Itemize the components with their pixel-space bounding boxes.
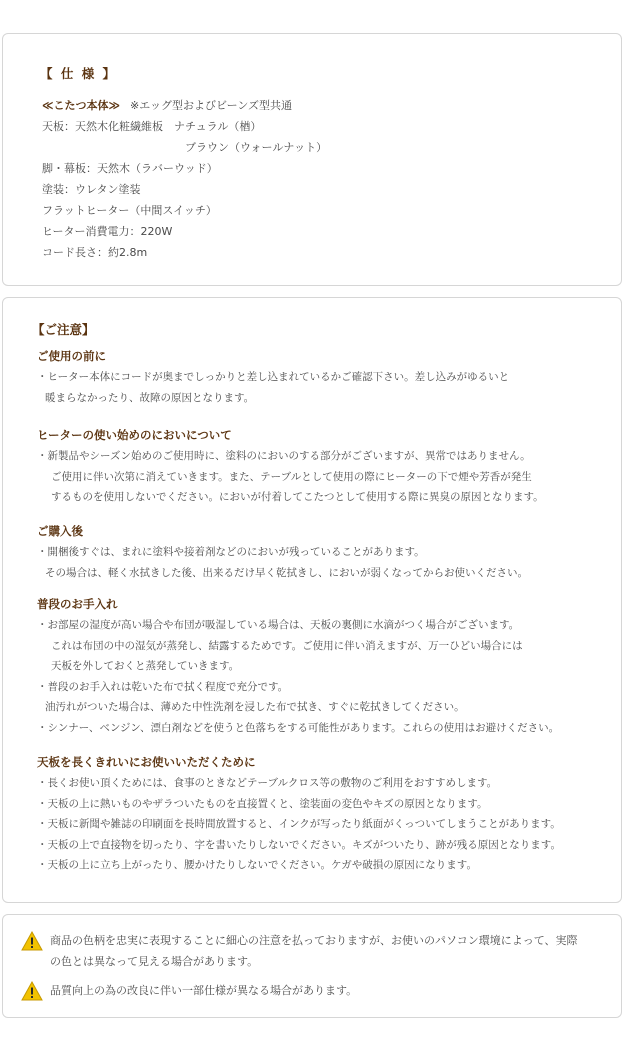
section-heading: ご購入後 [37,524,83,538]
notice-section-before-use [37,345,509,408]
section-line: 油汚れがついた場合は、薄めた中性洗剤を浸した布で拭き、すぐに乾拭きしてください。 [45,701,465,713]
section-heading: 普段のお手入れ [37,597,118,611]
section-line: 天板を外しておくと蒸発していきます。 [51,660,240,672]
notice-section-daily-care [37,593,559,738]
section-line: ・開梱後すぐは、まれに塗料や接着剤などのにおいが残っていることがあります。 [37,546,425,558]
notice-section-after-purchase [37,520,528,583]
notice-section-heater-odor [37,424,544,508]
notice-panel [2,297,622,903]
disclaimer-item [21,930,578,972]
spec-list [42,95,327,263]
section-line: ・普段のお手入れは乾いた布で拭く程度で充分です。 [37,680,289,693]
spec-panel [2,33,622,286]
spec-line [42,95,327,116]
spec-line: ヒーター消費電力：220W [42,225,173,238]
spec-line: コード長さ：約2.8m [42,246,148,259]
spec-line: フラットヒーター（中間スイッチ） [42,204,217,217]
spec-line: 脚・幕板：天然木（ラバーウッド） [42,162,218,175]
section-line: ・ヒーター本体にコードが奥までしっかりと差し込まれているかご確認下さい。差し込みがゆるいと [37,371,510,383]
section-line: ご使用に伴い次第に消えていきます。また、テーブルとして使用の際にヒーターの下で煙や芳香が発生 [51,470,532,483]
section-heading: 天板を長くきれいにお使いいただくために [37,755,256,769]
notice-section-tabletop-care [37,751,561,876]
disclaimer-text: 品質向上の為の改良に伴い一部仕様が異なる場合があります。 [50,984,358,997]
section-line: ・お部屋の湿度が高い場合や布団が吸湿している場合は、天板の裏側に水滴がつく場合がございます。 [37,619,520,631]
section-line: ・長くお使い頂くためには、食事のときなどテーブルクロス等の敷物のご利用をおすすめします。 [37,777,498,789]
section-line: これは布団の中の湿気が蒸発し、結露するためです。ご使用に伴い消えますが、万一ひどい場合には [51,639,523,652]
disclaimer-item [21,980,357,1001]
warning-triangle-icon [21,981,43,1001]
section-line: ・天板の上で直接物を切ったり、字を書いたりしないでください。キズがついたり、跡が残る原因となります。 [37,838,561,851]
warning-triangle-icon [21,931,43,951]
section-line: 暖まらなかったり、故障の原因となります。 [45,391,255,404]
spec-line: 天板：天然木化粧繊維板 ナチュラル（楢） [42,120,262,133]
disclaimer-text: の色とは異なって見える場合があります。 [50,955,259,968]
section-line: ・天板に新聞や雑誌の印刷面を長時間放置すると、インクが写ったり紙面がくっついてしまうことがあります。 [37,818,561,830]
section-line: するものを使用しないでください。においが付着してこたつとして使用する際に異臭の原因となります。 [51,491,544,503]
section-line: ・天板の上に熱いものやザラついたものを直接置くと、塗装面の変色やキズの原因となります。 [37,797,488,810]
spec-title: 【 仕 様 】 [40,66,118,81]
section-line: その場合は、軽く水拭きした後、出来るだけ早く乾拭きし、においが弱くなってからお使いください。 [45,566,528,579]
section-line: ・新製品やシーズン始めのご使用時に、塗料のにおいのする部分がございますが、異常ではありません。 [37,450,531,462]
notice-title: 【ご注意】 [32,322,95,337]
section-line: ・シンナー、ベンジン、漂白剤などを使うと色落ちをする可能性があります。これらの使用はお避けください。 [37,721,560,734]
section-heading: ヒーターの使い始めのにおいについて [37,428,232,442]
section-line: ・天板の上に立ち上がったり、腰かけたりしないでください。ケガや破損の原因になります。 [37,859,477,871]
disclaimer-text: 商品の色柄を忠実に表現することに細心の注意を払っておりますが、お使いのパソコン環境によって、実際 [50,934,578,947]
spec-line: 塗装：ウレタン塗装 [42,183,141,196]
spec-line: ブラウン（ウォールナット） [185,141,328,154]
spec-note: ※エッグ型およびビーンズ型共通 [130,99,293,112]
spec-heading: ≪こたつ本体≫ [42,99,121,112]
section-heading: ご使用の前に [37,349,106,363]
disclaimer-panel [2,914,622,1018]
